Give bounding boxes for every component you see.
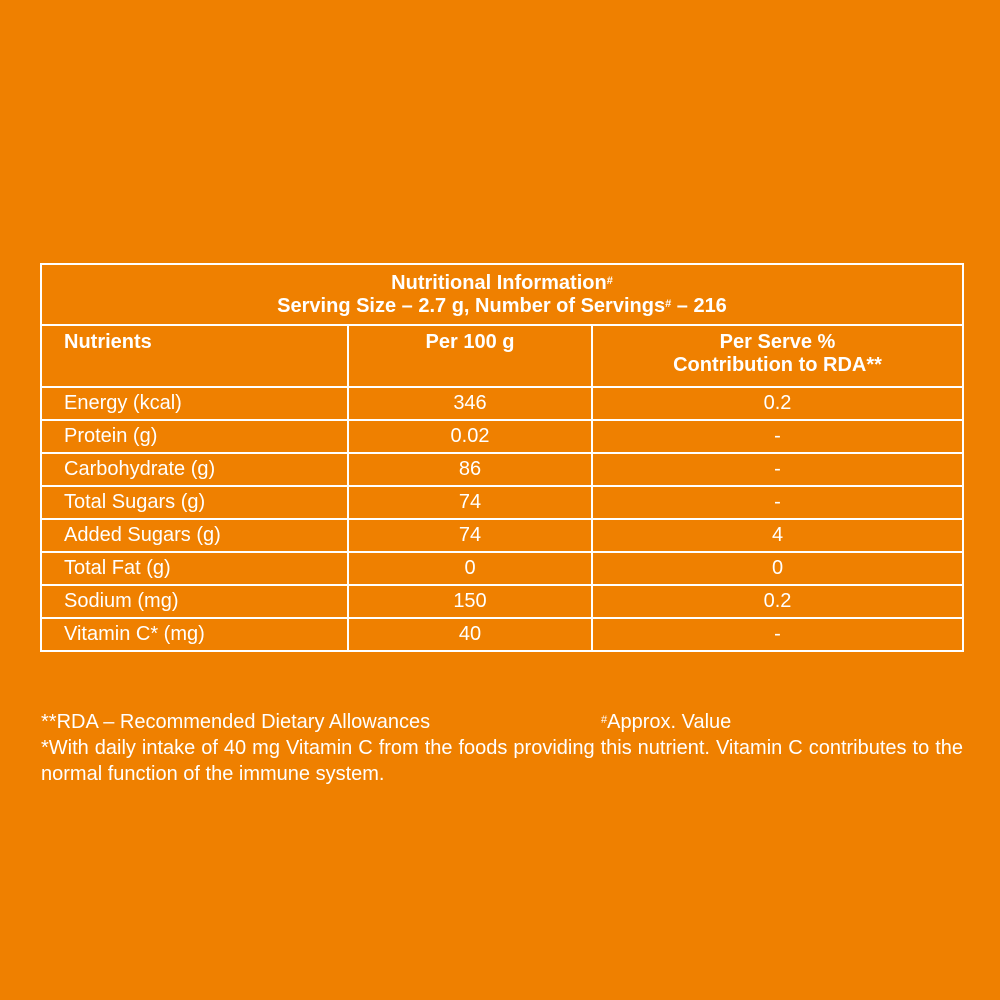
nutrient-cell: Added Sugars (g) (41, 519, 348, 552)
per-100g-cell: 40 (348, 618, 592, 651)
table-title-cell (41, 264, 963, 325)
table-row (41, 486, 963, 519)
per-100g-cell: 74 (348, 486, 592, 519)
per-100g-cell: 150 (348, 585, 592, 618)
header-per-serve: Per Serve % Contribution to RDA** (592, 325, 963, 387)
rda-cell: 4 (592, 519, 963, 552)
per-100g-cell: 346 (348, 387, 592, 420)
footnote-vitamin-c: *With daily intake of 40 mg Vitamin C from the foods providing this nutrient. Vitamin C contributes to the normal function of the immune system. (41, 737, 963, 785)
rda-cell: 0 (592, 552, 963, 585)
header-nutrients: Nutrients (41, 325, 348, 387)
footnote-approx: #Approx. Value (601, 711, 732, 733)
rda-cell: - (592, 618, 963, 651)
rda-cell: 0.2 (592, 585, 963, 618)
title-row (41, 264, 963, 325)
serving-size: Serving Size – 2.7 g, Number of Servings# – 216 (277, 294, 727, 317)
footnote-rda: **RDA – Recommended Dietary Allowances (41, 711, 431, 733)
table-row (41, 618, 963, 651)
table-body (41, 387, 963, 651)
nutrient-cell: Vitamin C* (mg) (41, 618, 348, 651)
table-title: Nutritional Information# (391, 271, 613, 294)
table-row (41, 552, 963, 585)
nutrition-table (40, 263, 964, 652)
nutrient-cell: Protein (g) (41, 420, 348, 453)
header-row (41, 325, 963, 387)
nutrient-cell: Total Sugars (g) (41, 486, 348, 519)
header-per-100g: Per 100 g (348, 325, 592, 387)
table-row (41, 387, 963, 420)
nutrient-cell: Energy (kcal) (41, 387, 348, 420)
rda-cell: - (592, 420, 963, 453)
rda-cell: 0.2 (592, 387, 963, 420)
table-row (41, 519, 963, 552)
footnotes (41, 709, 963, 787)
per-100g-cell: 74 (348, 519, 592, 552)
table-row (41, 453, 963, 486)
rda-cell: - (592, 453, 963, 486)
nutrient-cell: Carbohydrate (g) (41, 453, 348, 486)
rda-cell: - (592, 486, 963, 519)
nutrient-cell: Sodium (mg) (41, 585, 348, 618)
per-100g-cell: 0 (348, 552, 592, 585)
table-row (41, 420, 963, 453)
per-100g-cell: 0.02 (348, 420, 592, 453)
per-100g-cell: 86 (348, 453, 592, 486)
table-row (41, 585, 963, 618)
nutrient-cell: Total Fat (g) (41, 552, 348, 585)
